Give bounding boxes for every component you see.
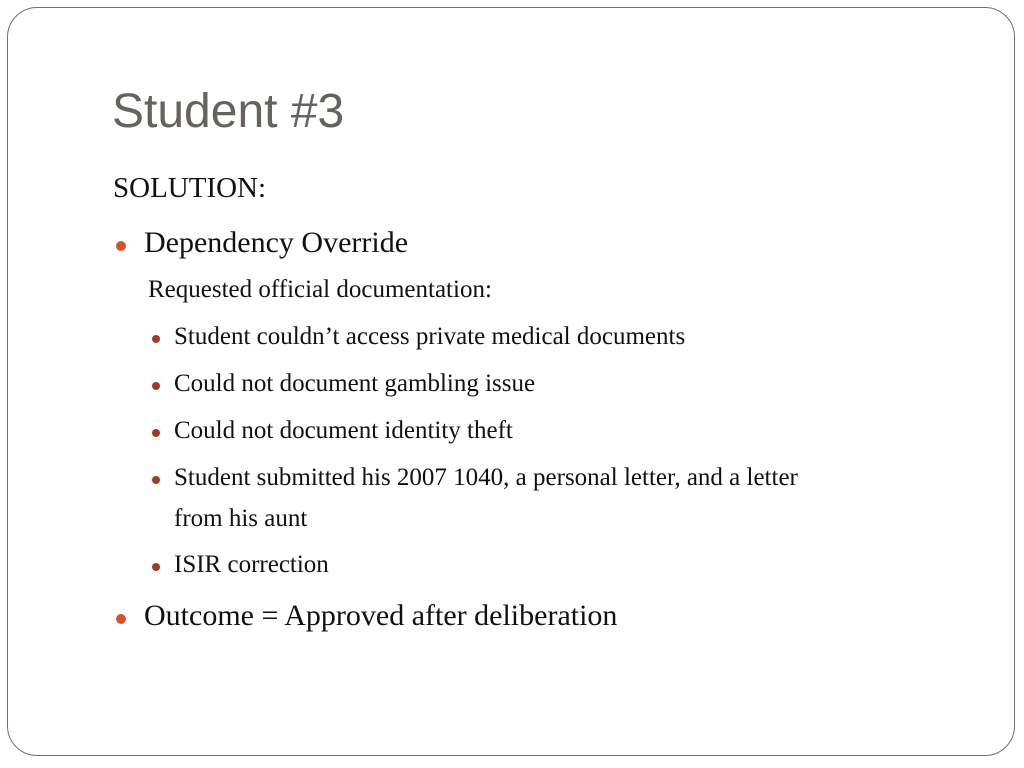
sub-bullet-dot-icon (152, 335, 160, 343)
sub-bullet-text: from his aunt (174, 505, 308, 532)
sub-bullet-text: ISIR correction (174, 551, 329, 578)
documentation-subheading: Requested official documentation: (148, 276, 492, 303)
sub-bullet-text: Student submitted his 2007 1040, a personal letter, and a letter (174, 464, 798, 491)
sub-bullet-text: Student couldn’t access private medical documents (174, 323, 686, 350)
sub-bullet-dot-icon (152, 382, 160, 390)
sub-bullet-dot-icon (152, 429, 160, 437)
bullet-item-text: Outcome = Approved after deliberation (144, 599, 618, 632)
bullet-dot-icon (116, 614, 126, 624)
slide-title: Student #3 (112, 85, 345, 138)
sub-bullet-text: Could not document identity theft (174, 417, 513, 444)
bullet-item-text: Dependency Override (144, 226, 409, 259)
bullet-dot-icon (116, 241, 126, 251)
sub-bullet-dot-icon (152, 563, 160, 571)
sub-bullet-dot-icon (152, 476, 160, 484)
solution-label: SOLUTION: (113, 172, 267, 204)
sub-bullet-text: Could not document gambling issue (174, 370, 536, 397)
